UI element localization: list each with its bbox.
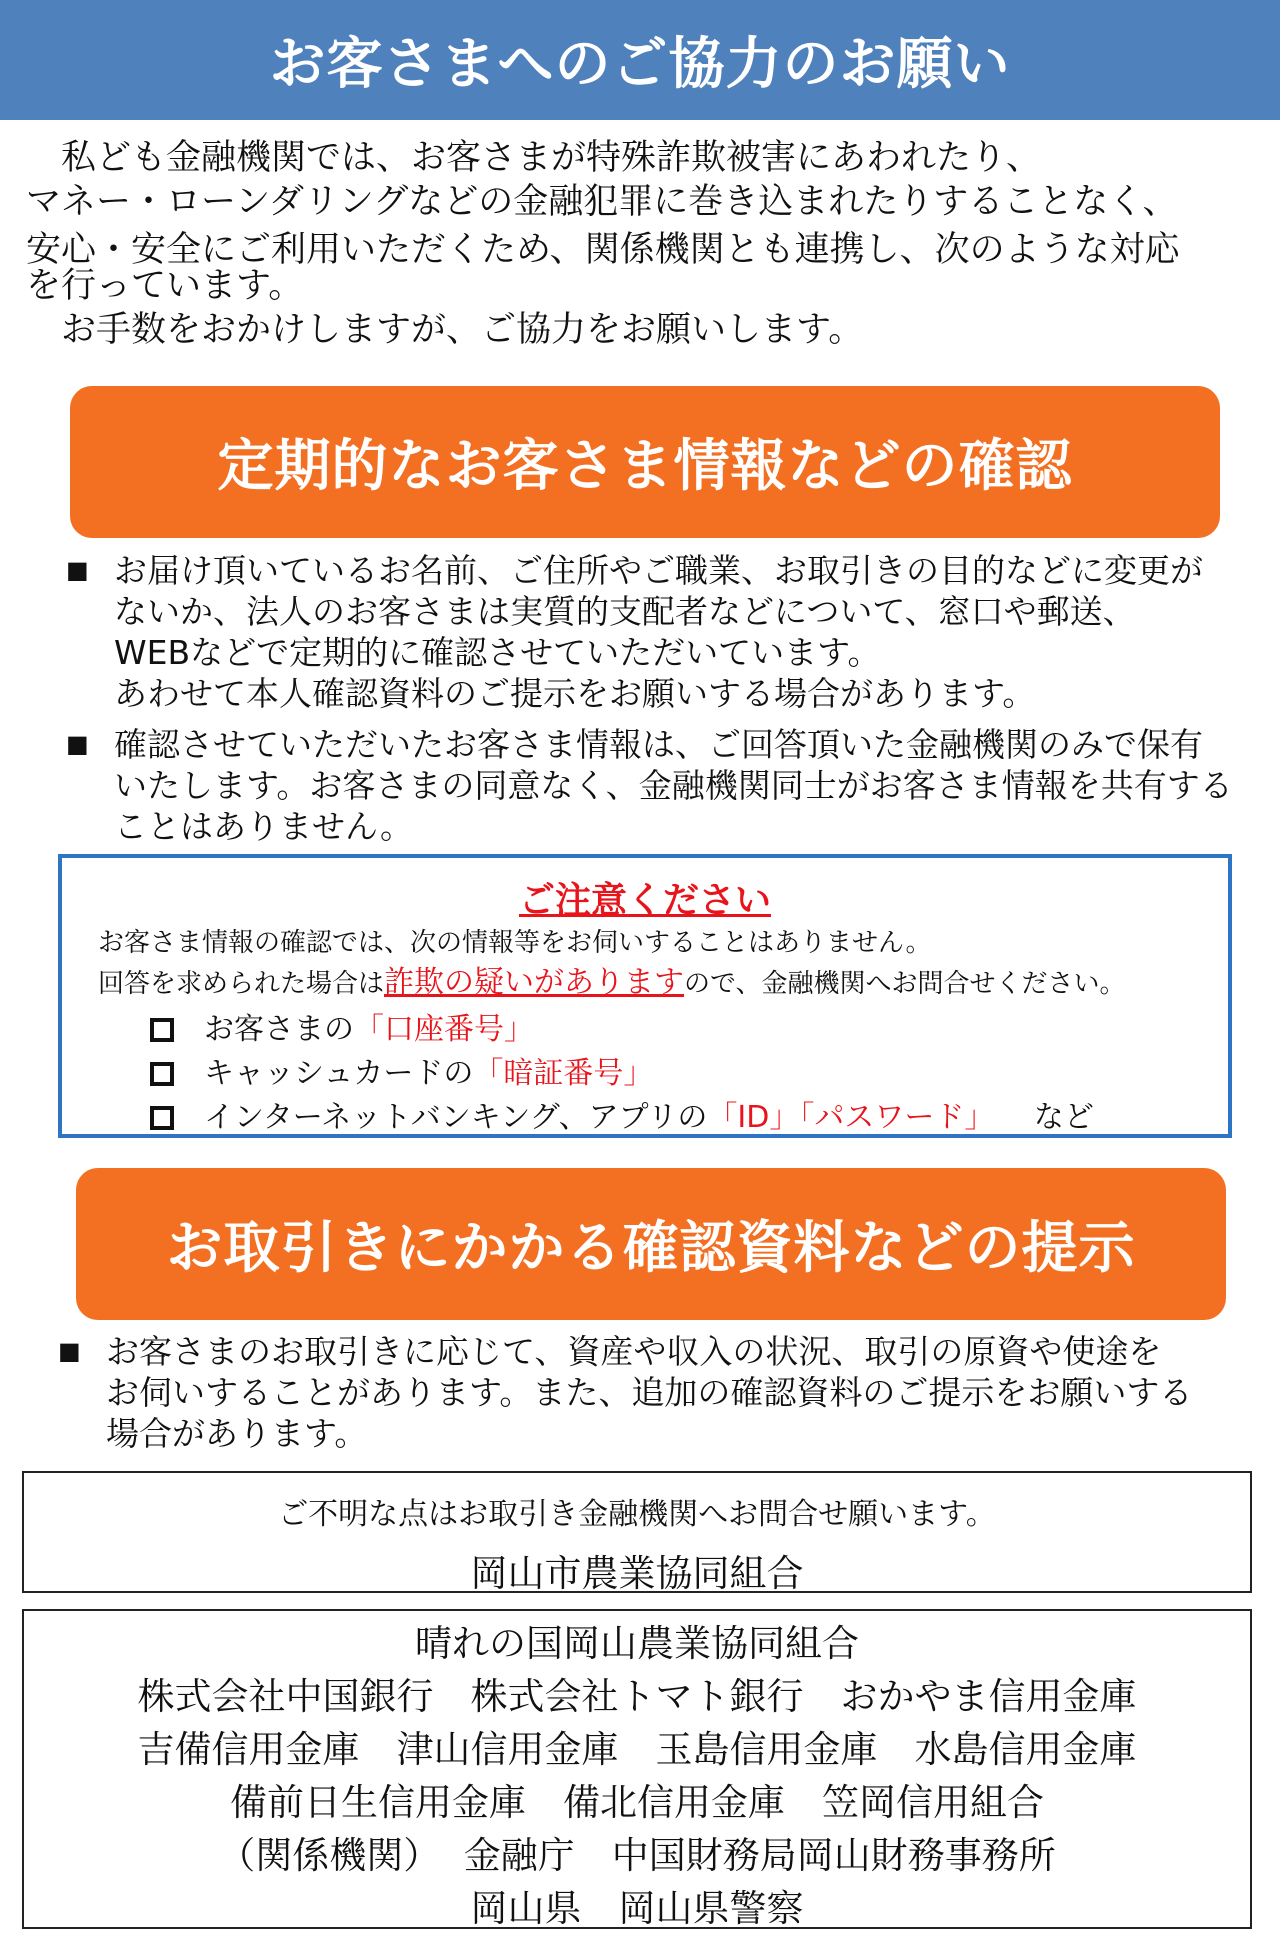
section2-bullets [58,1331,1228,1464]
section-banner-documents: お取引きにかかる確認資料などの提示 [76,1168,1226,1320]
section-banner-info-check: 定期的なお客さま情報などの確認 [70,386,1220,538]
partner-line: 備前日生信用金庫 備北信用金庫 笠岡信用組合 [230,1781,1044,1824]
bullet-text-line: あわせて本人確認資料のご提示をお願いする場合があります。 [114,674,1036,713]
section1-bullets [66,550,1236,857]
list-item [66,724,1236,847]
partner-line: 吉備信用金庫 津山信用金庫 玉島信用金庫 水島信用金庫 [137,1728,1137,1771]
item-highlight: 「ID」「パスワード」 [707,1100,995,1135]
item-text: インターネットバンキング、アプリの [204,1100,708,1135]
list-item [150,1008,1228,1052]
partner-list-box [22,1609,1252,1929]
list-item [66,550,1236,714]
intro-line: 私ども金融機関では、お客さまが特殊詐欺被害にあわれたり、 [26,138,1042,178]
fraud-warning-text: 詐欺の疑いがあります [384,965,685,1000]
contact-org: 岡山市農業協同組合 [470,1552,804,1595]
bullet-text-line: いたします。お客さまの同意なく、金融機関同士がお客さま情報を共有する [114,766,1233,805]
checkbox-square-icon [150,1062,174,1086]
checkbox-square-icon [150,1106,174,1130]
list-item [150,1096,1228,1140]
bullet-text-line: お伺いすることがあります。また、追加の確認資料のご提示をお願いする [106,1373,1193,1412]
item-text: キャッシュカードの [204,1056,474,1091]
caution-list [62,1008,1228,1140]
item-text: など [994,1100,1094,1135]
checkbox-square-icon [150,1018,174,1042]
caution-line: お客さま情報の確認では、次の情報等をお伺いすることはありません。 [98,928,932,958]
partner-line: 株式会社中国銀行 株式会社トマト銀行 おかやま信用金庫 [137,1675,1137,1718]
bullet-text-line: 確認させていただいたお客さま情報は、ご回答頂いた金融機関のみで保有 [114,725,1203,764]
bullet-text-line: 場合があります。 [106,1414,368,1453]
square-bullet-icon: ■ [66,556,89,584]
partner-line: 岡山県 岡山県警察 [470,1887,804,1930]
square-bullet-icon: ■ [66,730,89,758]
intro-line: お手数をおかけしますが、ご協力をお願いします。 [26,310,864,350]
square-bullet-icon: ■ [58,1337,81,1365]
bullet-text-line: お客さまのお取引きに応じて、資産や収入の状況、取引の原資や使途を [106,1332,1162,1371]
caution-line [62,963,1228,1004]
intro-line: 安心・安全にご利用いただくため、関係機関とも連携し、次のような対応 [26,230,1180,270]
item-text: お客さまの [204,1012,354,1047]
page-title: お客さまへのご協力のお願い [0,0,1280,120]
caution-box [58,854,1232,1138]
bullet-text-line: ことはありません。 [114,807,413,846]
bullet-text-line: お届け頂いているお名前、ご住所やご職業、お取引きの目的などに変更が [114,551,1203,590]
caution-text: ので、金融機関へお問合せください。 [684,969,1126,999]
bullet-text-line: WEBなどで定期的に確認させていただいています。 [114,633,881,672]
intro-text [26,136,1256,352]
intro-line: を行っています。 [26,266,304,306]
caution-title: ご注意ください [518,880,771,921]
intro-line: マネー・ローンダリングなどの金融犯罪に巻き込まれたりすることなく、 [26,182,1178,222]
caution-text: 回答を求められた場合は [98,969,385,999]
list-item [58,1331,1228,1454]
item-highlight: 「暗証番号」 [473,1056,654,1091]
item-highlight: 「口座番号」 [354,1012,534,1047]
partner-line: （関係機関） 金融庁 中国財務局岡山財務事務所 [218,1834,1056,1877]
list-item [150,1052,1228,1096]
contact-text: ご不明な点はお取引き金融機関へお問合せ願います。 [278,1497,996,1532]
contact-box [22,1471,1252,1593]
partner-line: 晴れの国岡山農業協同組合 [415,1622,859,1665]
bullet-text-line: ないか、法人のお客さまは実質的支配者などについて、窓口や郵送、 [114,592,1136,631]
